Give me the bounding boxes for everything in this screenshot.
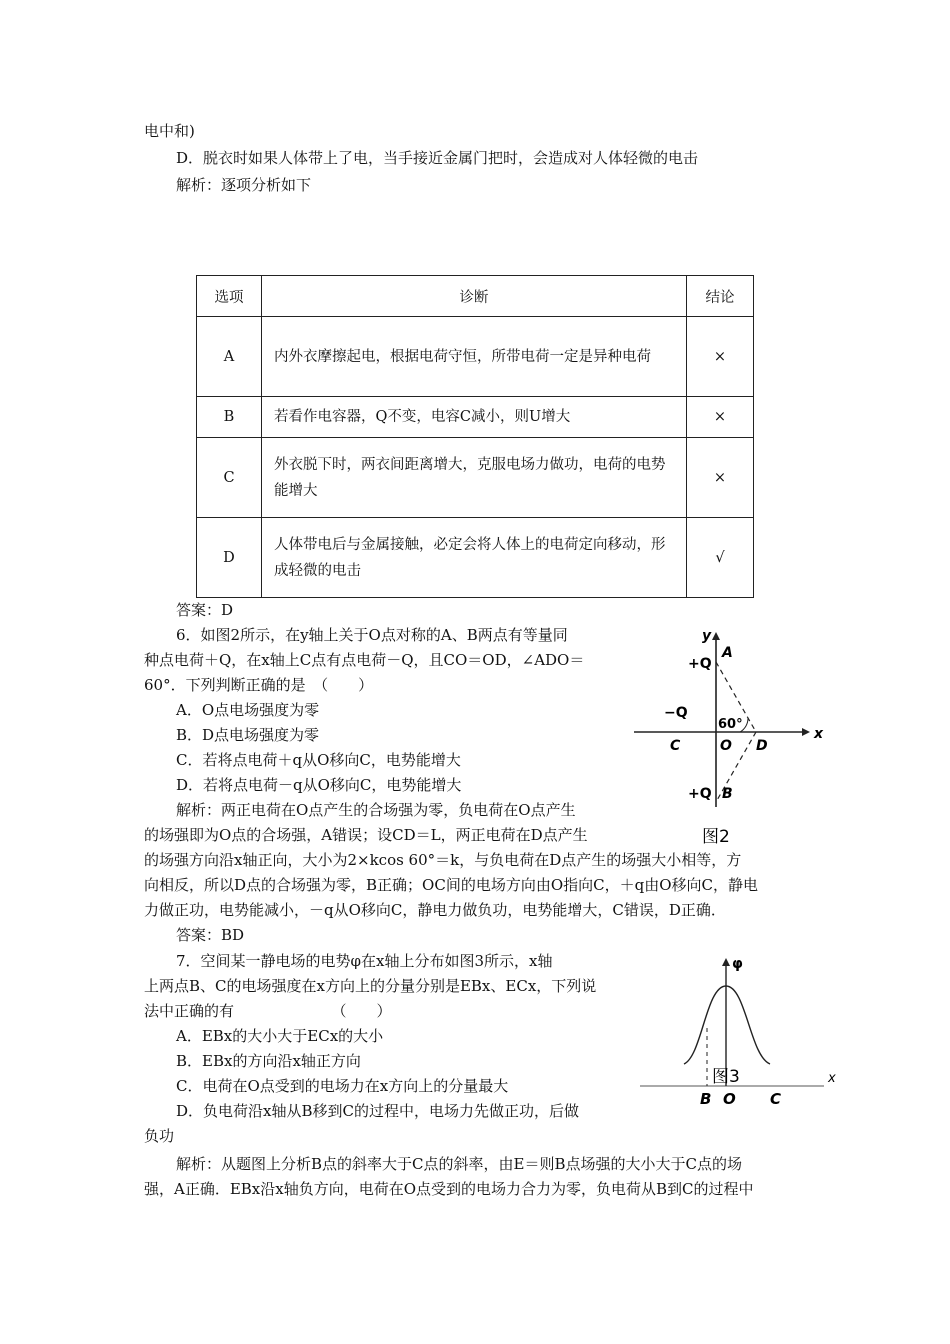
phi-axis-arrow bbox=[722, 958, 730, 966]
row-option: D bbox=[197, 518, 262, 598]
analysis-table bbox=[196, 275, 754, 598]
y-label: y bbox=[702, 628, 712, 644]
charge-plus-q-top: +Q bbox=[688, 656, 712, 672]
q7-line-1: 7．空间某一静电场的电势φ在x轴上分布如图3所示，x轴 bbox=[176, 952, 553, 970]
q7-line-3: 法中正确的有 （ ） bbox=[144, 1002, 392, 1020]
row-option: C bbox=[197, 438, 262, 518]
q7-solution-2: 强，A正确．EBx沿x轴负方向，电荷在O点受到的电场力合力为零，负电荷从B到C的过程中 bbox=[144, 1180, 754, 1198]
row-option: A bbox=[197, 317, 262, 397]
x-label: x bbox=[814, 726, 824, 742]
phi-label: φ bbox=[732, 956, 743, 972]
row-conclusion: × bbox=[687, 317, 754, 397]
row-diagnosis: 人体带电后与金属接触，必定会将人体上的电荷定向移动，形成轻微的电击 bbox=[262, 518, 687, 598]
header-conclusion: 结论 bbox=[687, 276, 754, 317]
q7-solution-1: 解析：从题图上分析B点的斜率大于C点的斜率，由E＝则B点场强的大小大于C点的场 bbox=[176, 1155, 742, 1173]
row-diagnosis: 外衣脱下时，两衣间距离增大，克服电场力做功，电荷的电势能增大 bbox=[262, 438, 687, 518]
point-d-label: D bbox=[756, 738, 768, 754]
q6-solution-3: 的场强方向沿x轴正向，大小为2×kcos 60°＝k，与负电荷在D点产生的场强大小相等，方 bbox=[144, 851, 742, 869]
q6-line-3: 60°．下列判断正确的是 （ ） bbox=[144, 676, 374, 694]
table-row bbox=[197, 397, 754, 438]
row-diagnosis: 内外衣摩擦起电，根据电荷守恒，所带电荷一定是异种电荷 bbox=[262, 317, 687, 397]
q6-solution-5: 力做正功，电势能减小，－q从O移向C，静电力做负功，电势能增大，C错误，D正确． bbox=[144, 901, 726, 919]
q6-solution-1: 解析：两正电荷在O点产生的合场强为零，负电荷在O点产生 bbox=[176, 801, 576, 819]
q7-option-d-cont: 负功 bbox=[144, 1127, 175, 1145]
angle-label: 60° bbox=[718, 717, 743, 732]
row-diagnosis: 若看作电容器，Q不变，电容C减小，则U增大 bbox=[262, 397, 687, 438]
charge-minus-q: −Q bbox=[664, 705, 688, 721]
row-conclusion: × bbox=[687, 397, 754, 438]
intro-line-1: 电中和) bbox=[144, 122, 195, 140]
charge-plus-q-bottom: +Q bbox=[688, 786, 712, 802]
q6-option-c: C．若将点电荷＋q从O移向C，电势能增大 bbox=[176, 751, 461, 769]
row-conclusion: × bbox=[687, 438, 754, 518]
x-axis-arrow bbox=[802, 728, 810, 736]
point-b-label: B bbox=[722, 786, 733, 802]
header-option: 选项 bbox=[197, 276, 262, 317]
row-option: B bbox=[197, 397, 262, 438]
x-label: x bbox=[828, 1071, 836, 1086]
intro-option-d: D．脱衣时如果人体带上了电，当手接近金属门把时，会造成对人体轻微的电击 bbox=[176, 149, 699, 167]
table-row bbox=[197, 317, 754, 397]
row-conclusion: √ bbox=[687, 518, 754, 598]
q6-option-b: B．D点电场强度为零 bbox=[176, 726, 320, 744]
q6-answer: 答案：BD bbox=[176, 926, 245, 944]
q6-option-a: A．O点电场强度为零 bbox=[176, 701, 320, 719]
q7-option-c: C．电荷在O点受到的电场力在x方向上的分量最大 bbox=[176, 1077, 509, 1095]
table-header-row bbox=[197, 276, 754, 317]
q7-line-2: 上两点B、C的电场强度在x方向上的分量分别是EBx、ECx，下列说 bbox=[144, 977, 597, 995]
point-c-label: C bbox=[670, 738, 681, 754]
header-diagnosis: 诊断 bbox=[262, 276, 687, 317]
intro-analysis: 解析：逐项分析如下 bbox=[176, 176, 312, 194]
y-axis-arrow bbox=[712, 632, 720, 640]
q6-line-1: 6．如图2所示，在y轴上关于O点对称的A、B两点有等量同 bbox=[176, 626, 568, 644]
figure-2 bbox=[628, 622, 842, 852]
table-row bbox=[197, 438, 754, 518]
point-o-label: O bbox=[723, 1090, 736, 1108]
point-o-label: O bbox=[720, 738, 732, 754]
q6-solution-2: 的场强即为O点的合场强，A错误；设CD＝L，两正电荷在D点产生 bbox=[144, 826, 588, 844]
point-a-label: A bbox=[722, 645, 733, 661]
answer-5: 答案：D bbox=[176, 601, 234, 619]
figure-3-caption: 图3 bbox=[712, 1067, 740, 1087]
q6-line-2: 种点电荷＋Q，在x轴上C点有点电荷－Q，且CO＝OD，∠ADO＝ bbox=[144, 651, 585, 669]
q6-option-d: D．若将点电荷－q从O移向C，电势能增大 bbox=[176, 776, 462, 794]
potential-curve bbox=[684, 986, 770, 1064]
figure-2-caption: 图2 bbox=[702, 827, 730, 847]
point-c-label: C bbox=[770, 1090, 782, 1108]
q7-option-d: D．负电荷沿x轴从B移到C的过程中，电场力先做正功，后做 bbox=[176, 1102, 579, 1120]
q7-option-b: B．EBx的方向沿x轴正方向 bbox=[176, 1052, 361, 1070]
q6-solution-4: 向相反，所以D点的合场强为零，B正确；OC间的电场方向由O指向C，＋q由O移向C，静电 bbox=[144, 876, 758, 894]
point-b-label: B bbox=[700, 1090, 712, 1108]
figure-3 bbox=[640, 952, 840, 1110]
q7-option-a: A．EBx的大小大于ECx的大小 bbox=[176, 1027, 384, 1045]
table-row bbox=[197, 518, 754, 598]
